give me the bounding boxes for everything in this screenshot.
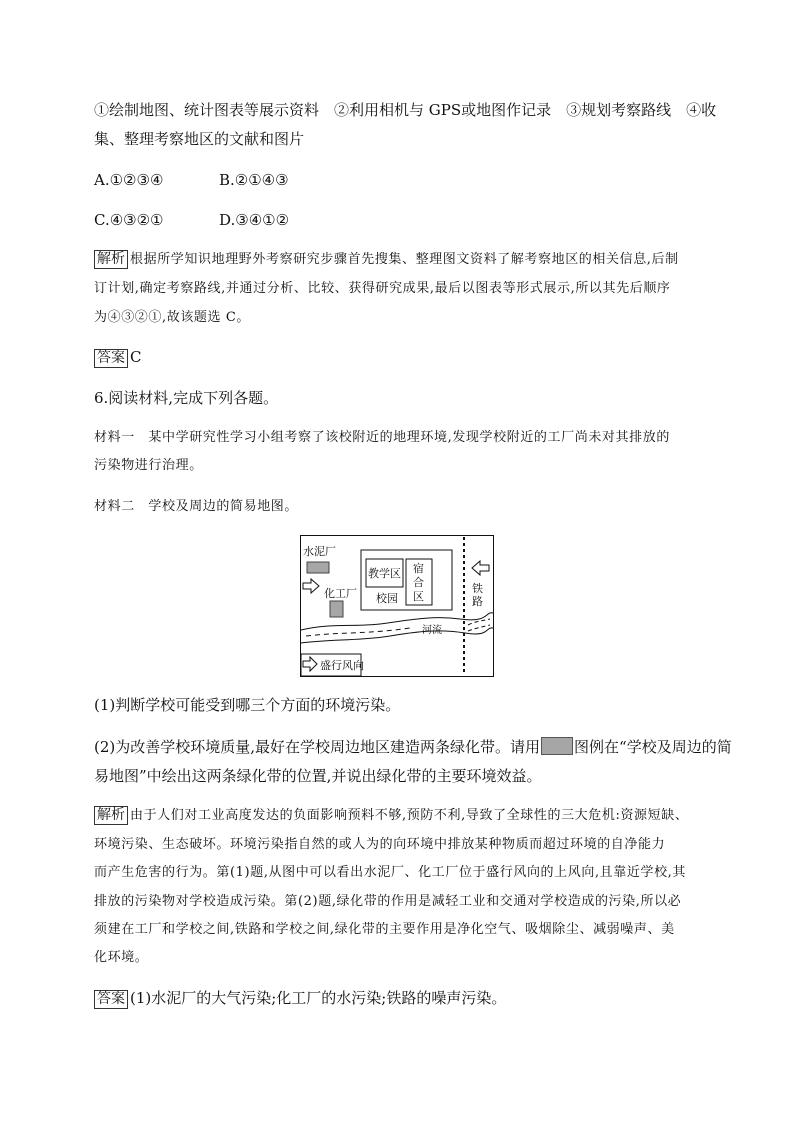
q5-analysis-line3: 为④③②①,故该题选 C。 [94, 310, 251, 325]
school-surroundings-map [300, 535, 494, 677]
q5-analysis-line2: 订计划,确定考察路线,并通过分析、比较、获得研究成果,最后以图表等形式展示,所以其先后顺序 [94, 281, 671, 296]
q6-analysis-line6: 化环境。 [94, 950, 149, 965]
q6-sub2-line1 [94, 737, 732, 757]
q6-material1-line1: 材料一 某中学研究性学习小组考察了该校附近的地理环境,发现学校附近的工厂尚未对其排放的 [94, 430, 670, 445]
cement-factory-symbol [307, 562, 329, 573]
q6-answer [94, 988, 506, 1009]
q6-material1-line2: 污染物进行治理。 [94, 458, 203, 473]
map-teaching-area-label: 教学区 [368, 567, 401, 580]
map-river-label: 河流 [422, 625, 442, 636]
map-campus-label: 校园 [376, 592, 398, 605]
q5-analysis-tag: 解析 [94, 250, 128, 269]
q5-choice-b: B.②①④③ [219, 171, 289, 189]
q6-analysis-line1 [94, 806, 688, 826]
q6-answer-tag: 答案 [94, 990, 128, 1009]
q6-analysis-text1: 由于人们对工业高度发达的负面影响预料不够,预防不利,导致了全球性的三大危机:资源短缺、 [130, 808, 689, 823]
q6-analysis-line5: 须建在工厂和学校之间,铁路和学校之间,绿化带的主要作用是净化空气、吸烟除尘、减弱噪声、美 [94, 922, 675, 937]
map-wind-legend-label: 盛行风向 [320, 659, 364, 672]
map-railway-char2: 路 [472, 595, 483, 608]
map-chemical-factory-label: 化工厂 [324, 587, 357, 600]
q6-material2: 材料二 学校及周边的简易地图。 [94, 499, 299, 514]
map-cement-factory-label: 水泥厂 [303, 545, 336, 558]
green-belt-legend-swatch [541, 737, 573, 755]
q6-sub2-text2: 图例在“学校及周边的简 [574, 738, 732, 756]
q5-choice-a: A.①②③④ [94, 171, 164, 189]
q5-choice-c: C.④③②① [94, 211, 164, 229]
q5-options-line2: 集、整理考察地区的文献和图片 [94, 130, 305, 148]
q6-analysis-line4: 排放的污染物对学校造成污染。第(2)题,绿化带的作用是减轻工业和交通对学校造成的污染,所以必 [94, 894, 682, 909]
map-dorm-char2: 合 [413, 576, 424, 589]
q6-analysis-line3: 而产生危害的行为。第(1)题,从图中可以看出水泥厂、化工厂位于盛行风向的上风向,且靠近学校,其 [94, 865, 687, 880]
q5-options-line1: ①绘制地图、统计图表等展示资料 ②利用相机与 GPS或地图作记录 ③规划考察路线 ④收 [94, 101, 717, 119]
q6-analysis-line2: 环境污染、生态破坏。环境污染指自然的或人为的向环境中排放某种物质而超过环境的自净能力 [94, 837, 666, 852]
q5-answer-tag: 答案 [94, 349, 128, 368]
q6-sub1: (1)判断学校可能受到哪三个方面的环境污染。 [94, 696, 401, 714]
q6-answer-text: (1)水泥厂的大气污染;化工厂的水污染;铁路的噪声污染。 [130, 989, 507, 1007]
q5-analysis-text1: 根据所学知识地理野外考察研究步骤首先搜集、整理图文资料了解考察地区的相关信息,后制 [130, 252, 679, 267]
q6-analysis-tag: 解析 [94, 806, 128, 825]
q5-answer [94, 347, 141, 368]
q5-choice-d: D.③④①② [219, 211, 290, 229]
q6-sub2-line2: 易地图”中绘出这两条绿化带的位置,并说出绿化带的主要环境效益。 [94, 767, 542, 785]
q6-stem: 6.阅读材料,完成下列各题。 [94, 389, 279, 407]
q5-analysis-line1 [94, 250, 679, 270]
map-dorm-char1: 宿 [413, 562, 424, 575]
q5-answer-text: C [130, 348, 142, 366]
q6-sub2-text1: (2)为改善学校环境质量,最好在学校周边地区建造两条绿化带。请用 [94, 738, 541, 756]
map-dorm-char3: 区 [413, 590, 424, 603]
chemical-factory-symbol [330, 601, 343, 617]
map-railway-char1: 铁 [472, 582, 483, 595]
